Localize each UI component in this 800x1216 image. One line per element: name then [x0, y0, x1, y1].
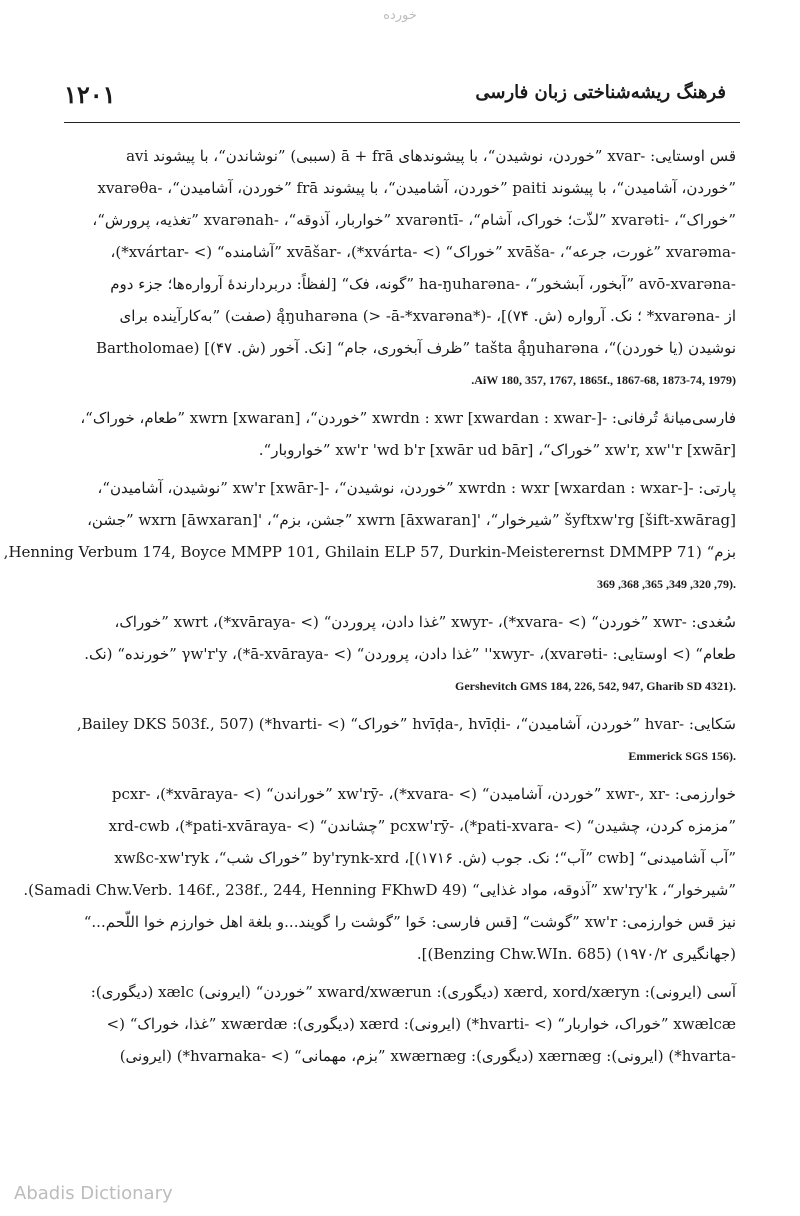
entry-line: -xvarəma ”غورت، جرعه“، -xvāša ”خوراک“ (> -xvárta*)، -xvāšar ”آشامنده“ (> -xvártar*)،: [110, 243, 736, 261]
entry-line: ”خوردن، آشامیدن“، با پیشوند paiti ”خوردن، آشامیدن“، با پیشوند frā ”خوردن، آشامیدن“، -xvarəθa: [97, 179, 736, 197]
entry-line: خوارزمی: -xwr-, xr ”خوردن، آشامیدن“ (> -xvara*)، -xw'rȳ ”خوراندن“ (> -xvāraya*)، -pcxr: [111, 785, 736, 803]
reference-line: .(Emmerick SGS 156: [628, 749, 736, 763]
entry-line: آسی (ایرونی): xærd, xord/xæryn (دیگوری): xward/xwærun ”خوردن“ (ایرونی) xælc (دیگوری):: [90, 983, 736, 1001]
entry-line: نیز قس خوارزمی: xw'r ”گوشت“ [قس فارسی: خَوا ”گوشت را گویند...و بلغة اهل خوارزم خوا اللّحم...“: [83, 913, 736, 931]
page-top-label: خورده: [383, 8, 417, 23]
entry-line: طعام“ (> اوستایی: -xvarəti)، -xwyr'' ”غذا دادن، پروردن“ (> -ā-xvāraya*)، γw'r'y ”خورنده“ (نک.: [84, 645, 736, 663]
entry-line: ”آب آشامیدنی“ [cwb ”آب“؛ نک. جوب (ش. ۱۷۱۶)]، by'rynk-xrd ”خوراک شب“، xwßc-xw'ryk: [114, 849, 736, 867]
reference-line: .(Gershevitch GMS 184, 226, 542, 947, Gharib SD 4321: [454, 679, 736, 693]
entry-line: ”خوراک“، -xvarəti ”لذّت؛ خوراک، آشام“، -xvarəntī ”خواربار، آذوقه“، -xvarənah ”تغذیه، پرورش“،: [92, 211, 736, 229]
entry-line: سُغدی: -xwr ”خوردن“ (> -xvara*)، -xwyr ”غذا دادن، پروردن“ (> -xvāraya*)، xwrt ”خوراک،: [114, 613, 736, 631]
header-rule: [64, 122, 740, 123]
entry-body: [3, 140, 736, 1072]
entry-line: نوشیدن (یا خوردن)“، tašta ą̊ŋuharəna ”ظرف آبخوری، جام“ [نک. آخور (ش. ۴۷)] (Bartholomae: [95, 339, 736, 357]
entry-line: xwælcæ ”خوراک، خواربار“ (> -hvarti*) (ایرونی): xærd (دیگوری): xwærdæ ”غذا، خوراک“ (>: [106, 1015, 736, 1033]
entry-line: -hvarta*) (ایرونی): xærnæg (دیگوری): xwærnæg ”بزم، مهمانی“ (> -hvarnaka*) (ایرونی): [119, 1047, 736, 1065]
entry-line: ”شیرخوار“، xw'ry'k ”آذوقه، مواد غذایی“ (Samadi Chw.Verb. 146f., 238f., 244, Henning FKhwD 49).: [23, 881, 736, 899]
running-head: فرهنگ ریشه‌شناختی زبان فارسی: [475, 82, 726, 103]
watermark: Abadis Dictionary: [14, 1183, 173, 1204]
reference-line: (AiW 180, 357, 1767, 1865f., 1867-68, 1873-74, 1979.: [471, 373, 736, 387]
entry-line: -avō-xvarəna ”آبخور، آبشخور“، -ha-ŋuharəna ”گونه، فک“ [لفظاً: دربردارندهٔ آرواره‌ها؛ جزء دوم: [110, 275, 736, 293]
entry-line: سَکایی: -hvar ”خوردن، آشامیدن“، -hvīḍa-, hvīḍi ”خوراک“ (> -hvarti*) (Bailey DKS 503f., 507,: [76, 715, 736, 733]
entry-line: فارسی‌میانهٔ تُرفانی: -xwrdn : xwr [xwardan : xwar-] ”خوردن“، xwrn [xwaran] ”طعام، خوراک“،: [80, 409, 736, 427]
entry-line: (جهانگیری ۱۹۷۰/۲) (Benzing Chw.WIn. 685)].: [416, 945, 736, 963]
entry-line: بزم“ (Henning Verbum 174, Boyce MMPP 101, Ghilain ELP 57, Durkin-Meisterernst DMMPP 71,: [3, 543, 736, 561]
reference-line: .(79, 320, 349, 365, 368, 369: [597, 577, 736, 591]
page-number: ۱۲۰۱: [64, 80, 116, 109]
entry-line: پارتی: -xwrdn : wxr [wxardan : wxar-] ”خوردن، نوشیدن“، -xw'r [xwār-] ”نوشیدن، آشامیدن“،: [97, 479, 736, 497]
entry-line: xw'r, xw''r [xwār] ”خوراک“، xw'r 'wd b'r [xwār ud bār] ”خواروبار“.: [258, 441, 736, 459]
entry-line: قس اوستایی: -xvar ”خوردن، نوشیدن“، با پیشوندهای ā + frā (سببی) ”نوشاندن“، با پیشوند avi: [126, 147, 736, 165]
entry-line: از -xvarəna* ؛ نک. آرواره (ش. ۷۴)]، -ą̊ŋuharəna (> -ā-*xvarəna*) (صفت) ”به‌کارآینده برای: [119, 307, 736, 325]
entry-line: šyftxw'rg [šift-xwārag] ”شیرخوار“، 'xwrn [āxwaran] ”جشن، بزم“، 'wxrn [āwxaran] ”جشن،: [87, 511, 736, 529]
entry-line: ”مزمزه کردن، چشیدن“ (> -pati-xvara*)، -pcxw'rȳ ”چشاندن“ (> -pati-xvāraya*)، xrd-cwb: [108, 817, 736, 835]
